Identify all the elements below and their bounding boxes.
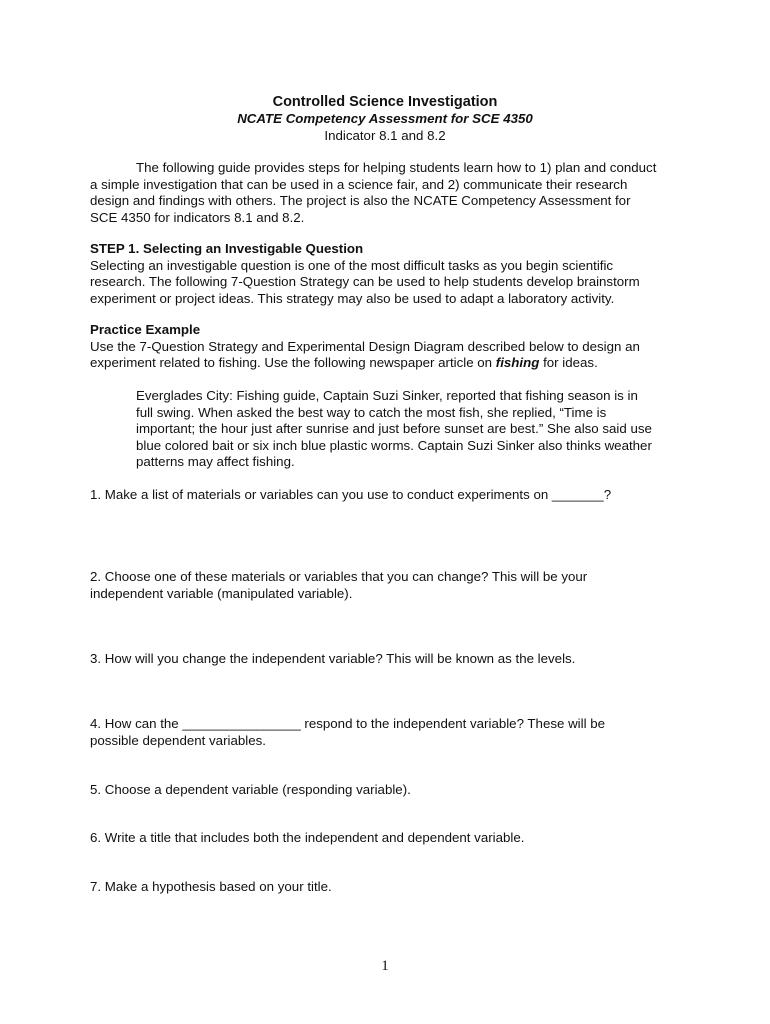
question-3: 3. How will you change the independent variable? This will be known as the levels. (90, 651, 576, 666)
question-4 (90, 716, 690, 749)
question-5: 5. Choose a dependent variable (responding variable). (90, 782, 411, 797)
intro-line: a simple investigation that can be used in a science fair, and 2) communicate their research (90, 176, 628, 192)
step1-section (90, 241, 690, 307)
intro-line: design and findings with others. The project is also the NCATE Competency Assessment for (90, 193, 631, 209)
question-7: 7. Make a hypothesis based on your title. (90, 879, 332, 894)
document-subtitle: NCATE Competency Assessment for SCE 4350 (237, 111, 533, 126)
intro-line: The following guide provides steps for helping students learn how to 1) plan and conduct (136, 160, 657, 175)
practice-line-text: experiment related to fishing. Use the following newspaper article on (90, 355, 496, 371)
question-6: 6. Write a title that includes both the independent and dependent variable. (90, 830, 525, 845)
step1-line: Selecting an investigable question is one of the most difficult tasks as you begin scientific (90, 257, 614, 273)
page-number: 1 (381, 958, 389, 974)
indicator-line: Indicator 8.1 and 8.2 (324, 127, 446, 143)
question-line: independent variable (manipulated variable). (90, 585, 353, 601)
practice-section (90, 322, 690, 372)
quote-line: patterns may affect fishing. (136, 454, 295, 470)
practice-line: Use the 7-Question Strategy and Experimental Design Diagram described below to design an (90, 338, 640, 354)
quote-line: important; the hour just after sunrise and just before sunset are best.” She also said use (136, 421, 652, 437)
practice-heading: Practice Example (90, 322, 201, 337)
quote-line: blue colored bait or six inch blue plastic worms. Captain Suzi Sinker also thinks weather (136, 437, 652, 453)
practice-line-text: for ideas. (539, 355, 598, 371)
fishing-emphasis: fishing (495, 355, 540, 371)
quote-line: full swing. When asked the best way to catch the most fish, she replied, “Time is (136, 404, 607, 420)
step1-heading: STEP 1. Selecting an Investigable Question (90, 241, 364, 256)
question-2 (90, 569, 690, 602)
question-line: possible dependent variables. (90, 732, 266, 748)
step1-line: experiment or project ideas. This strategy may also be used to adapt a laboratory activity. (90, 290, 615, 306)
document-title: Controlled Science Investigation (272, 94, 498, 110)
practice-line (90, 355, 690, 372)
quote-line: Everglades City: Fishing guide, Captain Suzi Sinker, reported that fishing season is in (136, 388, 638, 403)
step1-line: research. The following 7-Question Strategy can be used to help students develop brainstorm (90, 274, 640, 290)
question-1: 1. Make a list of materials or variables can you use to conduct experiments on _______? (90, 487, 612, 502)
question-line: 4. How can the ________________ respond to the independent variable? These will be (90, 716, 606, 731)
intro-line: SCE 4350 for indicators 8.1 and 8.2. (90, 209, 305, 225)
question-line: 2. Choose one of these materials or variables that you can change? This will be your (90, 569, 588, 584)
intro-paragraph (90, 160, 690, 226)
document-header (0, 94, 770, 144)
newspaper-quote (136, 388, 681, 471)
